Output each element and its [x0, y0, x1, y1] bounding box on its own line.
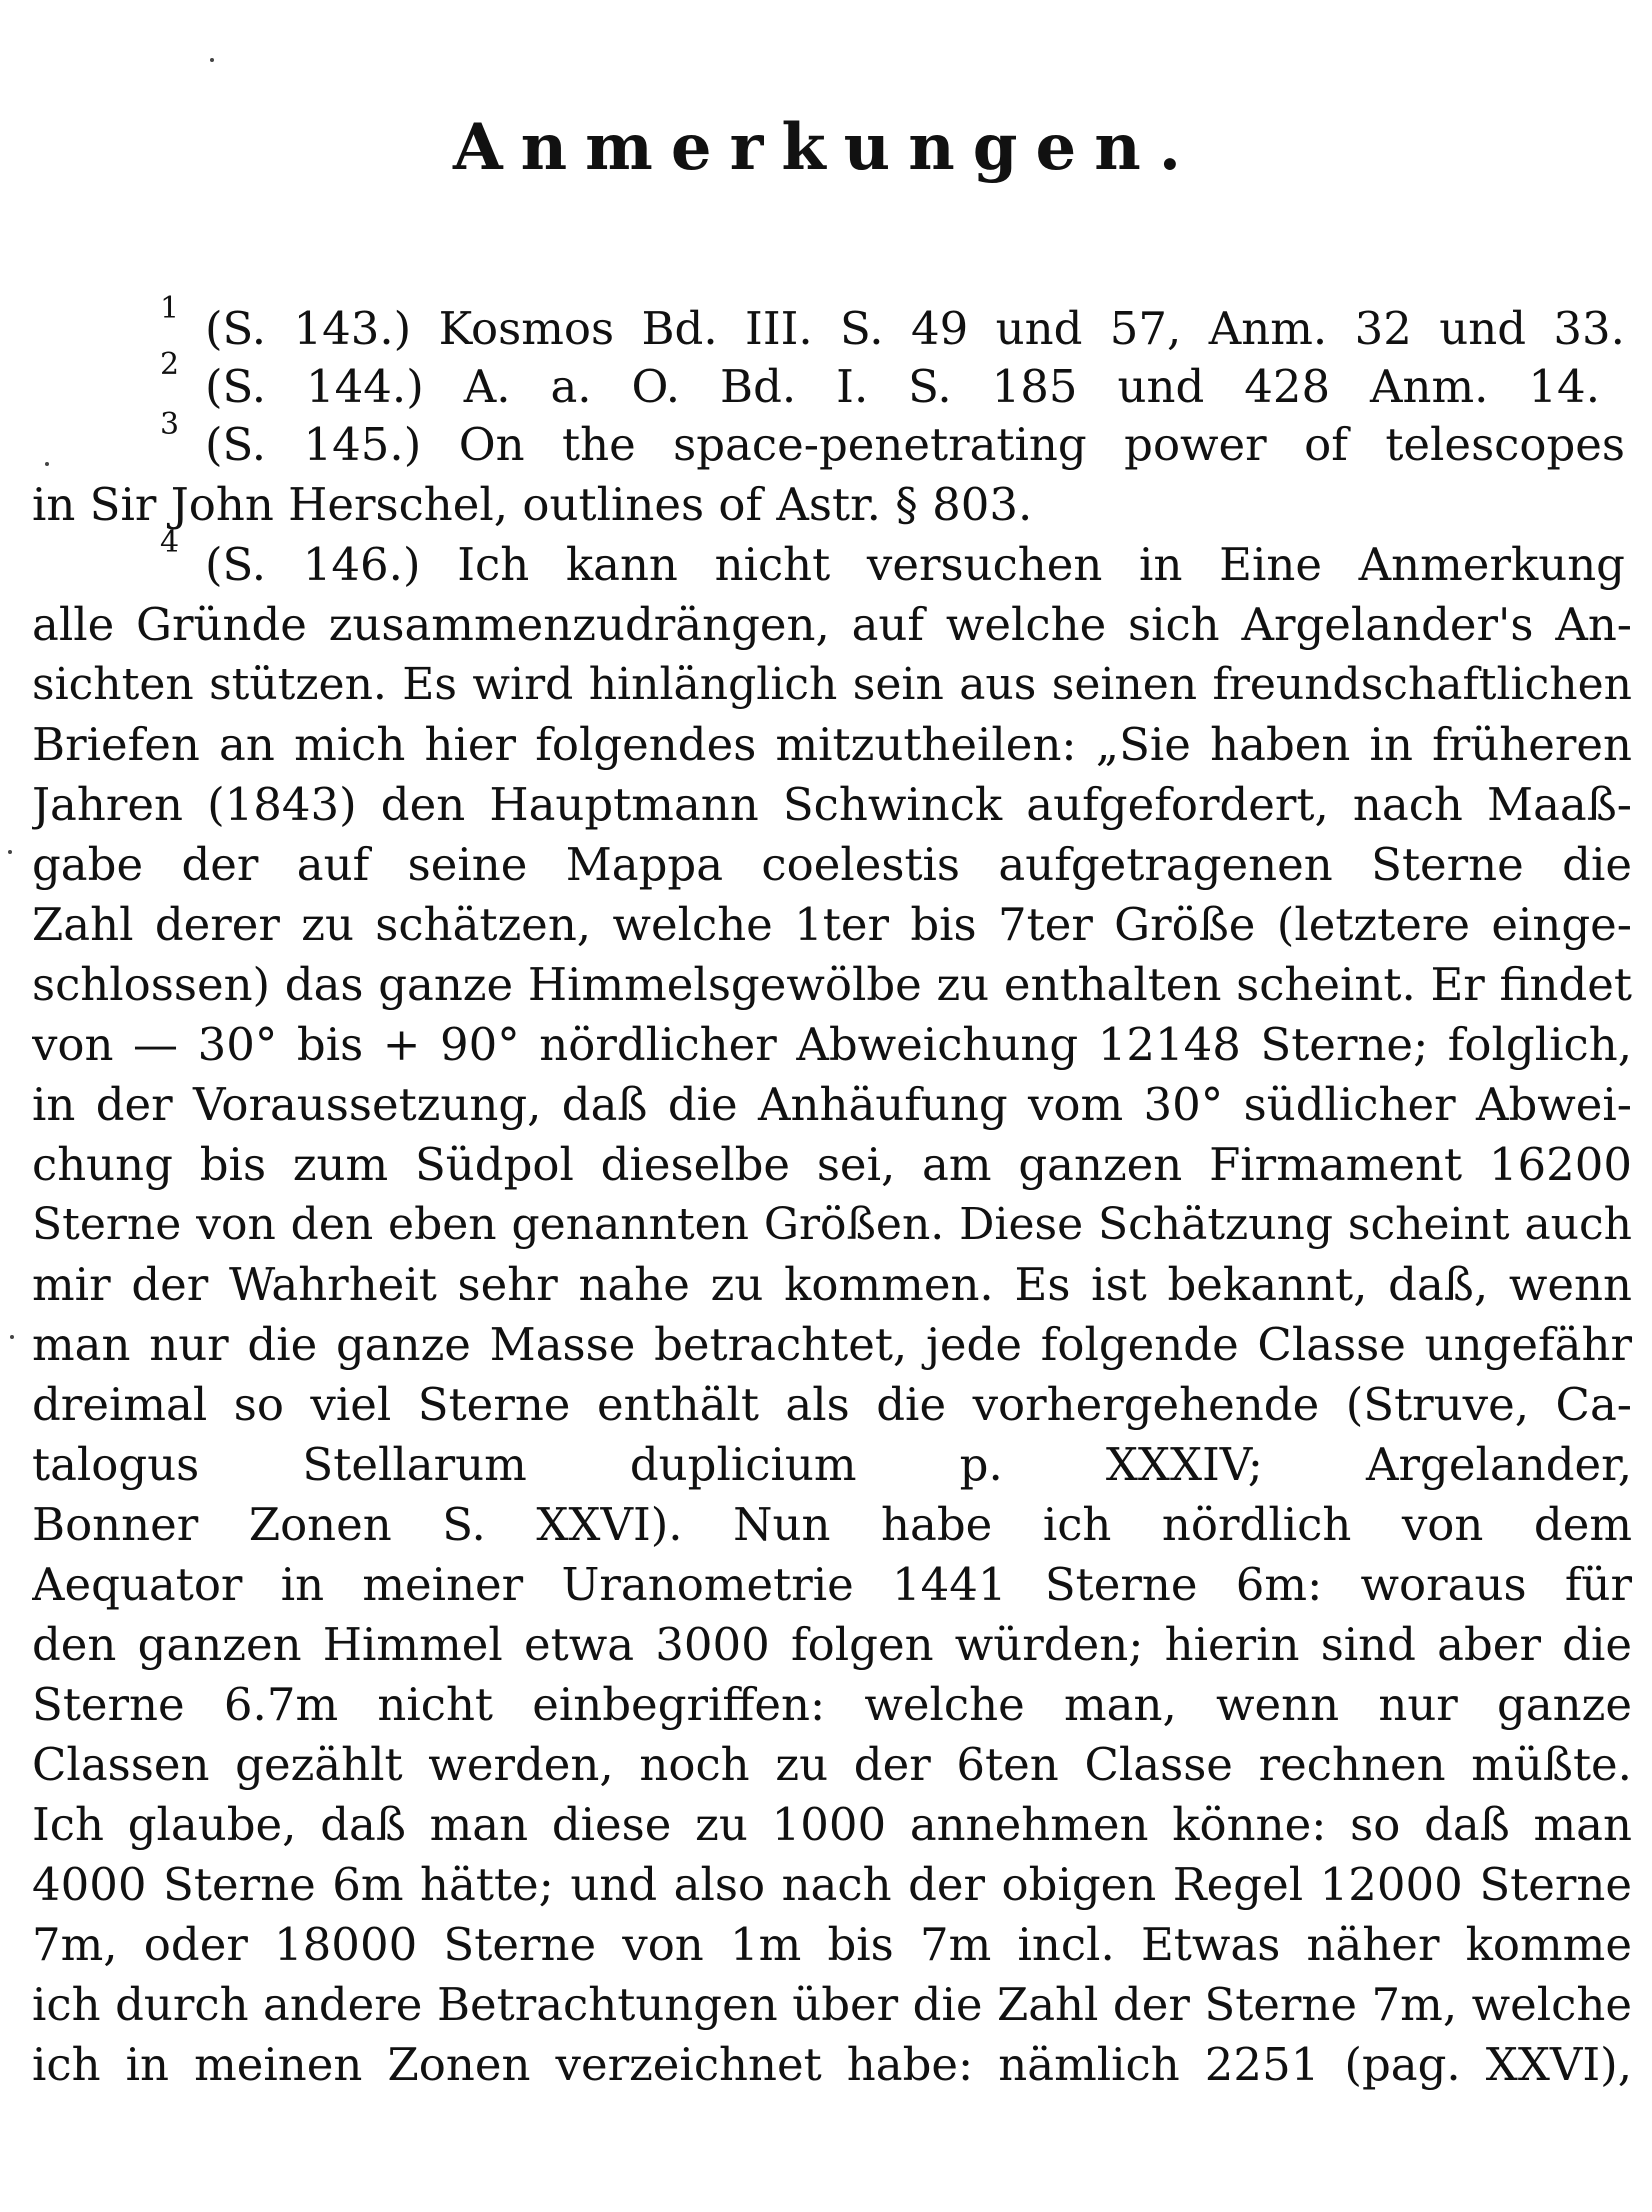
text-line: chung bis zum Südpol dieselbe sei, am ganzen Firmament 16200 [32, 1138, 1632, 1191]
text-line: Bonner Zonen S. XXVI). Nun habe ich nördlich von dem [32, 1498, 1632, 1551]
text-line: sichten stützen. Es wird hinlänglich sein aus seinen freundschaftlichen [32, 659, 1632, 710]
text-line: gabe der auf seine Mappa coelestis aufgetragenen Sterne die [32, 838, 1632, 891]
text-line: Ich glaube, daß man diese zu 1000 annehmen könne: so daß man [32, 1798, 1632, 1851]
print-speck [210, 58, 214, 62]
text-line: ich in meinen Zonen verzeichnet habe: nämlich 2251 (pag. XXVI), [32, 2038, 1632, 2091]
text-line: Sterne 6.7m nicht einbegriffen: welche man, wenn nur ganze [32, 1678, 1632, 1731]
text-line: in der Voraussetzung, daß die Anhäufung vom 30° südlicher Abwei- [32, 1078, 1632, 1131]
footnote-number-2: 2 [160, 347, 180, 382]
text-line: talogus Stellarum duplicium p. XXXIV; Argelander, [32, 1438, 1632, 1491]
text-line: in Sir John Herschel, outlines of Astr. § 803. [32, 478, 1033, 531]
text-line: Classen gezählt werden, noch zu der 6ten Classe rechnen müßte. [32, 1738, 1632, 1791]
text-line: man nur die ganze Masse betrachtet, jede folgende Classe ungefähr [32, 1318, 1632, 1371]
print-speck [10, 1335, 14, 1339]
text-line: Aequator in meiner Uranometrie 1441 Sterne 6m: woraus für [32, 1558, 1632, 1611]
footnote-number-1: 1 [160, 291, 180, 326]
text-line: Briefen an mich hier folgendes mitzutheilen: „Sie haben in früheren [32, 718, 1632, 771]
text-line: dreimal so viel Sterne enthält als die vorhergehende (Struve, Ca- [32, 1378, 1632, 1431]
print-speck [8, 850, 12, 854]
text-line: 4000 Sterne 6m hätte; und also nach der obigen Regel 12000 Sterne [32, 1858, 1632, 1911]
text-line: schlossen) das ganze Himmelsgewölbe zu enthalten scheint. Er findet [32, 958, 1632, 1011]
text-line: Zahl derer zu schätzen, welche 1ter bis 7ter Größe (letztere einge- [32, 898, 1632, 951]
text-line: ich durch andere Betrachtungen über die Zahl der Sterne 7m, welche [32, 1978, 1632, 2031]
print-speck [45, 462, 49, 466]
text-line: (S. 144.) A. a. O. Bd. I. S. 185 und 428 Anm. 14. [205, 360, 1600, 413]
text-line: den ganzen Himmel etwa 3000 folgen würden; hierin sind aber die [32, 1618, 1632, 1671]
text-line: alle Gründe zusammenzudrängen, auf welche sich Argelander's An- [32, 598, 1632, 651]
text-line: Sterne von den eben genannten Größen. Diese Schätzung scheint auch [32, 1199, 1632, 1250]
text-line: (S. 146.) Ich kann nicht versuchen in Eine Anmerkung [205, 538, 1625, 591]
text-line: (S. 143.) Kosmos Bd. III. S. 49 und 57, Anm. 32 und 33. [205, 302, 1625, 355]
text-line: 7m, oder 18000 Sterne von 1m bis 7m incl. Etwas näher komme [32, 1918, 1632, 1971]
footnote-number-4: 4 [160, 525, 180, 560]
text-line: mir der Wahrheit sehr nahe zu kommen. Es ist bekannt, daß, wenn [32, 1258, 1632, 1311]
page-title: Anmerkungen. [452, 110, 1200, 185]
text-line: Jahren (1843) den Hauptmann Schwinck aufgefordert, nach Maaß- [32, 778, 1632, 831]
text-line: von — 30° bis + 90° nördlicher Abweichung 12148 Sterne; folglich, [32, 1018, 1632, 1071]
text-line: (S. 145.) On the space-penetrating power of telescopes [205, 418, 1625, 471]
footnote-number-3: 3 [160, 407, 180, 442]
